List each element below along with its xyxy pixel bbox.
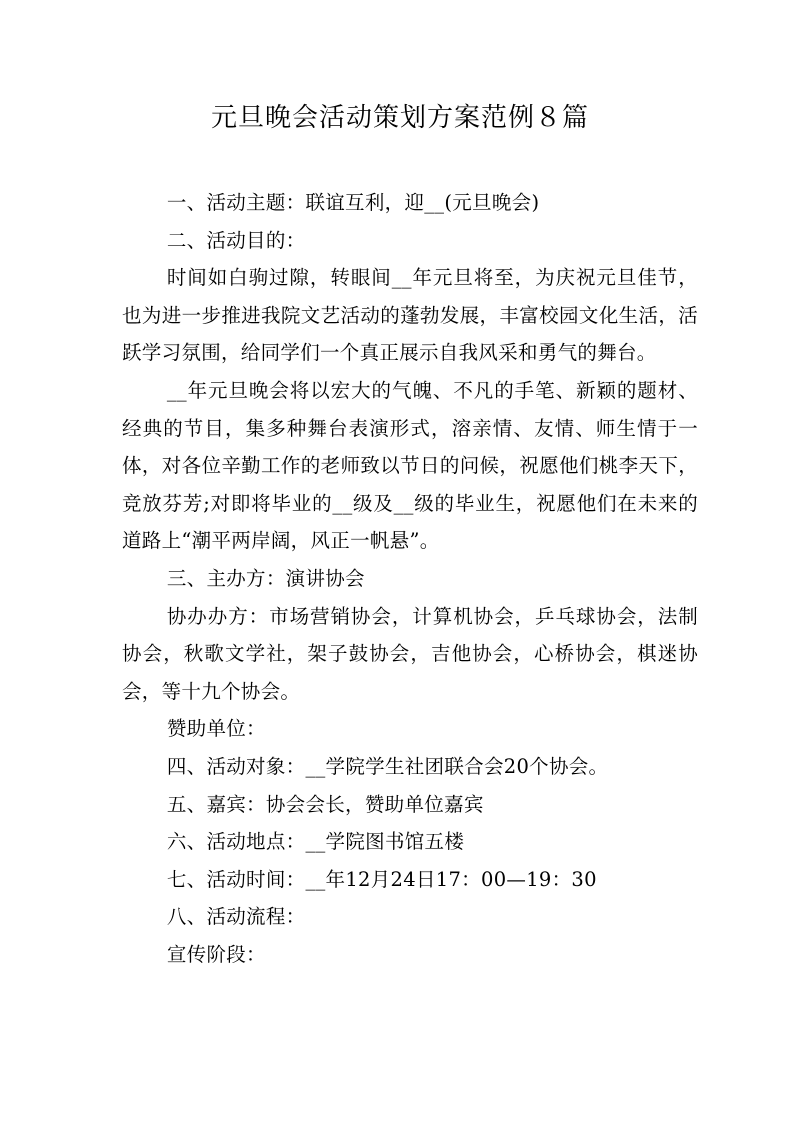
document-body — [122, 184, 698, 973]
paragraph-activity-purpose-2: __年元旦晚会将以宏大的气魄、不凡的手笔、新颖的题材、经典的节目，集多种舞台表演形式，溶亲情、友情、师生情于一体，对各位辛勤工作的老师致以节日的问候，祝愿他们桃李天下，竞放芬芳;对即将毕业的__级及__级的毕业生，祝愿他们在未来的道路上“潮平两岸阔，风正一帆悬”。 — [122, 378, 698, 553]
paragraph-sponsors: 赞助单位： — [166, 717, 266, 741]
paragraph-location: 六、活动地点：__学院图书馆五楼 — [166, 830, 465, 854]
paragraph-guests: 五、嘉宾：协会会长，赞助单位嘉宾 — [166, 792, 484, 816]
paragraph-co-organizers: 协办办方：市场营销协会，计算机协会，乒乓球协会，法制协会，秋歌文学社，架子鼓协会，吉他协会，心桥协会，棋迷协会，等十九个协会。 — [122, 604, 698, 703]
paragraph-activity-purpose-1: 时间如白驹过隙，转眼间__年元旦将至，为庆祝元旦佳节，也为进一步推进我院文艺活动的蓬勃发展，丰富校园文化生活，活跃学习氛围，给同学们一个真正展示自我风采和勇气的舞台。 — [122, 266, 698, 365]
paragraph-activity-purpose-heading: 二、活动目的： — [166, 228, 306, 252]
paragraph-activity-theme: 一、活动主题：联谊互利，迎__(元旦晚会) — [166, 191, 540, 214]
paragraph-organizer: 三、主办方：演讲协会 — [166, 566, 365, 590]
paragraph-promotion-stage: 宣传阶段： — [166, 942, 266, 966]
paragraph-time: 七、活动时间：__年12月24日17：00—19：30 — [166, 867, 597, 891]
paragraph-audience: 四、活动对象：__学院学生社团联合会20个协会。 — [166, 754, 609, 778]
paragraph-process-heading: 八、活动流程： — [166, 905, 306, 929]
document-title: 元旦晚会活动策划方案范例８篇 — [210, 103, 589, 133]
